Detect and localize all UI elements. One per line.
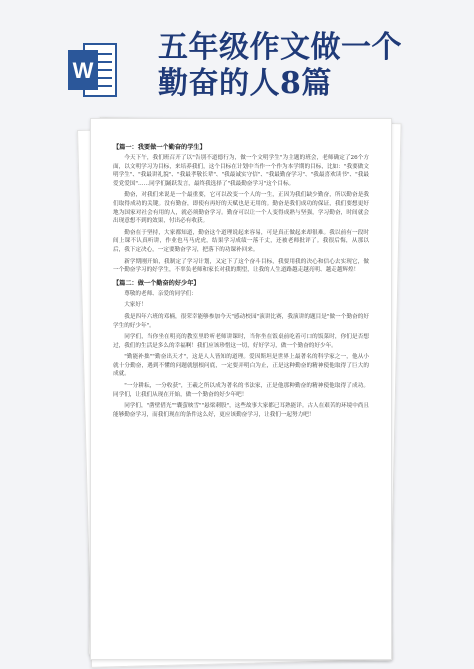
word-document-icon xyxy=(68,40,118,100)
paragraph: 我是四年六班的邓楠，很荣幸能够参加今天"感动校园"演讲比赛，我演讲的题目是"做一个勤奋的好学生的好少年"。 xyxy=(113,313,369,329)
paragraph: 新学期刚开始，我制定了学习计划，又定下了这个奋斗目标，我要用我的决心和信心去实现它，做一个勤奋学习的好学生，不辜负老师和家长对我的期望，让我的人生道路越走越亮明、越走越辉煌！ xyxy=(113,258,369,274)
paragraph: 尊敬的老师、亲爱的同学们： xyxy=(124,290,197,297)
document-preview xyxy=(90,118,390,658)
paragraph: 同学们，当你坐在明亮的教室里聆听老师讲课时，当你坐在饭桌前吃着可口的饭菜时，你们是否想过，我们的生活是多么的幸福啊！我们应该珍惜这一切，好好学习，做一个勤奋的好少年。 xyxy=(113,334,369,349)
paragraph: 勤奋，对我们来说是一个最重要，它可以改变一个人的一生，正因为我们缺少勤奋，所以勤奋是我们取得成功的关键。没有勤奋，即使有再好的天赋也是无用的。勤奋是我们成功的保证，我们要想更好地为国家对社会有用的人，就必须勤奋学习。勤奋可以让一个人变得成熟与坚强，学习勤奋，时间就会出现意想不到的效果，付出必有收获。 xyxy=(113,192,369,225)
paragraph: 今天下午，我们班召开了以"告别不道德行为，做一个文明学生"为主题的班会，老师确定了26个方面，以文明学习为目标，来培养我们，这个目标在计划中当作一个作为本学期的目标，比如："我要做文明学生"、"我最讲礼貌"、"我最孝敬长辈"、"我最诚实守信"、"我最勤奋学习"、"我最喜欢读书"、"我最爱党爱国"……同学们踊跃发言，最终我选择了"我最勤奋学习"这个目标。 xyxy=(113,155,369,187)
header xyxy=(0,0,474,110)
title-line-2: 勤奋的人8篇 xyxy=(158,66,332,101)
document-page xyxy=(90,118,392,660)
document-content xyxy=(113,139,369,422)
svg-text:W: W xyxy=(72,58,94,83)
paragraph: 勤奋在于坚持，大家都知道，勤奋这个道理说起来容易，可是真正做起来却很难。我以前有一段时间上课不认真听讲，作业也马马虎虎，结果学习成绩一落千丈，还被老师批评了。我很后悔，从那以后，我下定决心，一定要勤奋学习，把落下的功课补回来。 xyxy=(113,229,369,253)
paragraph: "勤能补拙""勤奋出天才"，这是人人皆知的道理。爱因斯坦是世界上最著名的科学家之一，他从小就十分勤奋，遇到不懂的问题就刨根问底，一定要弄明白为止，正是这种勤奋的精神使他取得了巨大的成就。 xyxy=(113,354,369,378)
section-title: 【篇二：做一个勤奋的好少年】 xyxy=(113,279,200,287)
paragraph: "一分耕耘，一分收获"，王羲之所以成为著名的书法家，正是他那种勤奋的精神使他取得了成功。同学们，让我们从现在开始，做一个勤奋的好少年吧！ xyxy=(113,383,369,398)
page-title xyxy=(158,30,458,102)
section-title: 【篇一：我要做一个勤奋的学生】 xyxy=(113,144,206,151)
paragraph: 同学们，"凿壁借光""囊萤映雪""悬梁刺股"，这些故事大家都已耳熟能详。古人在艰苦的环境中尚且能够勤奋学习，而我们现在的条件这么好，更应该勤奋学习，让我们一起努力吧！ xyxy=(113,403,369,418)
paragraph: 大家好！ xyxy=(124,302,147,309)
title-line-1: 五年级作文做一个 xyxy=(158,30,402,65)
